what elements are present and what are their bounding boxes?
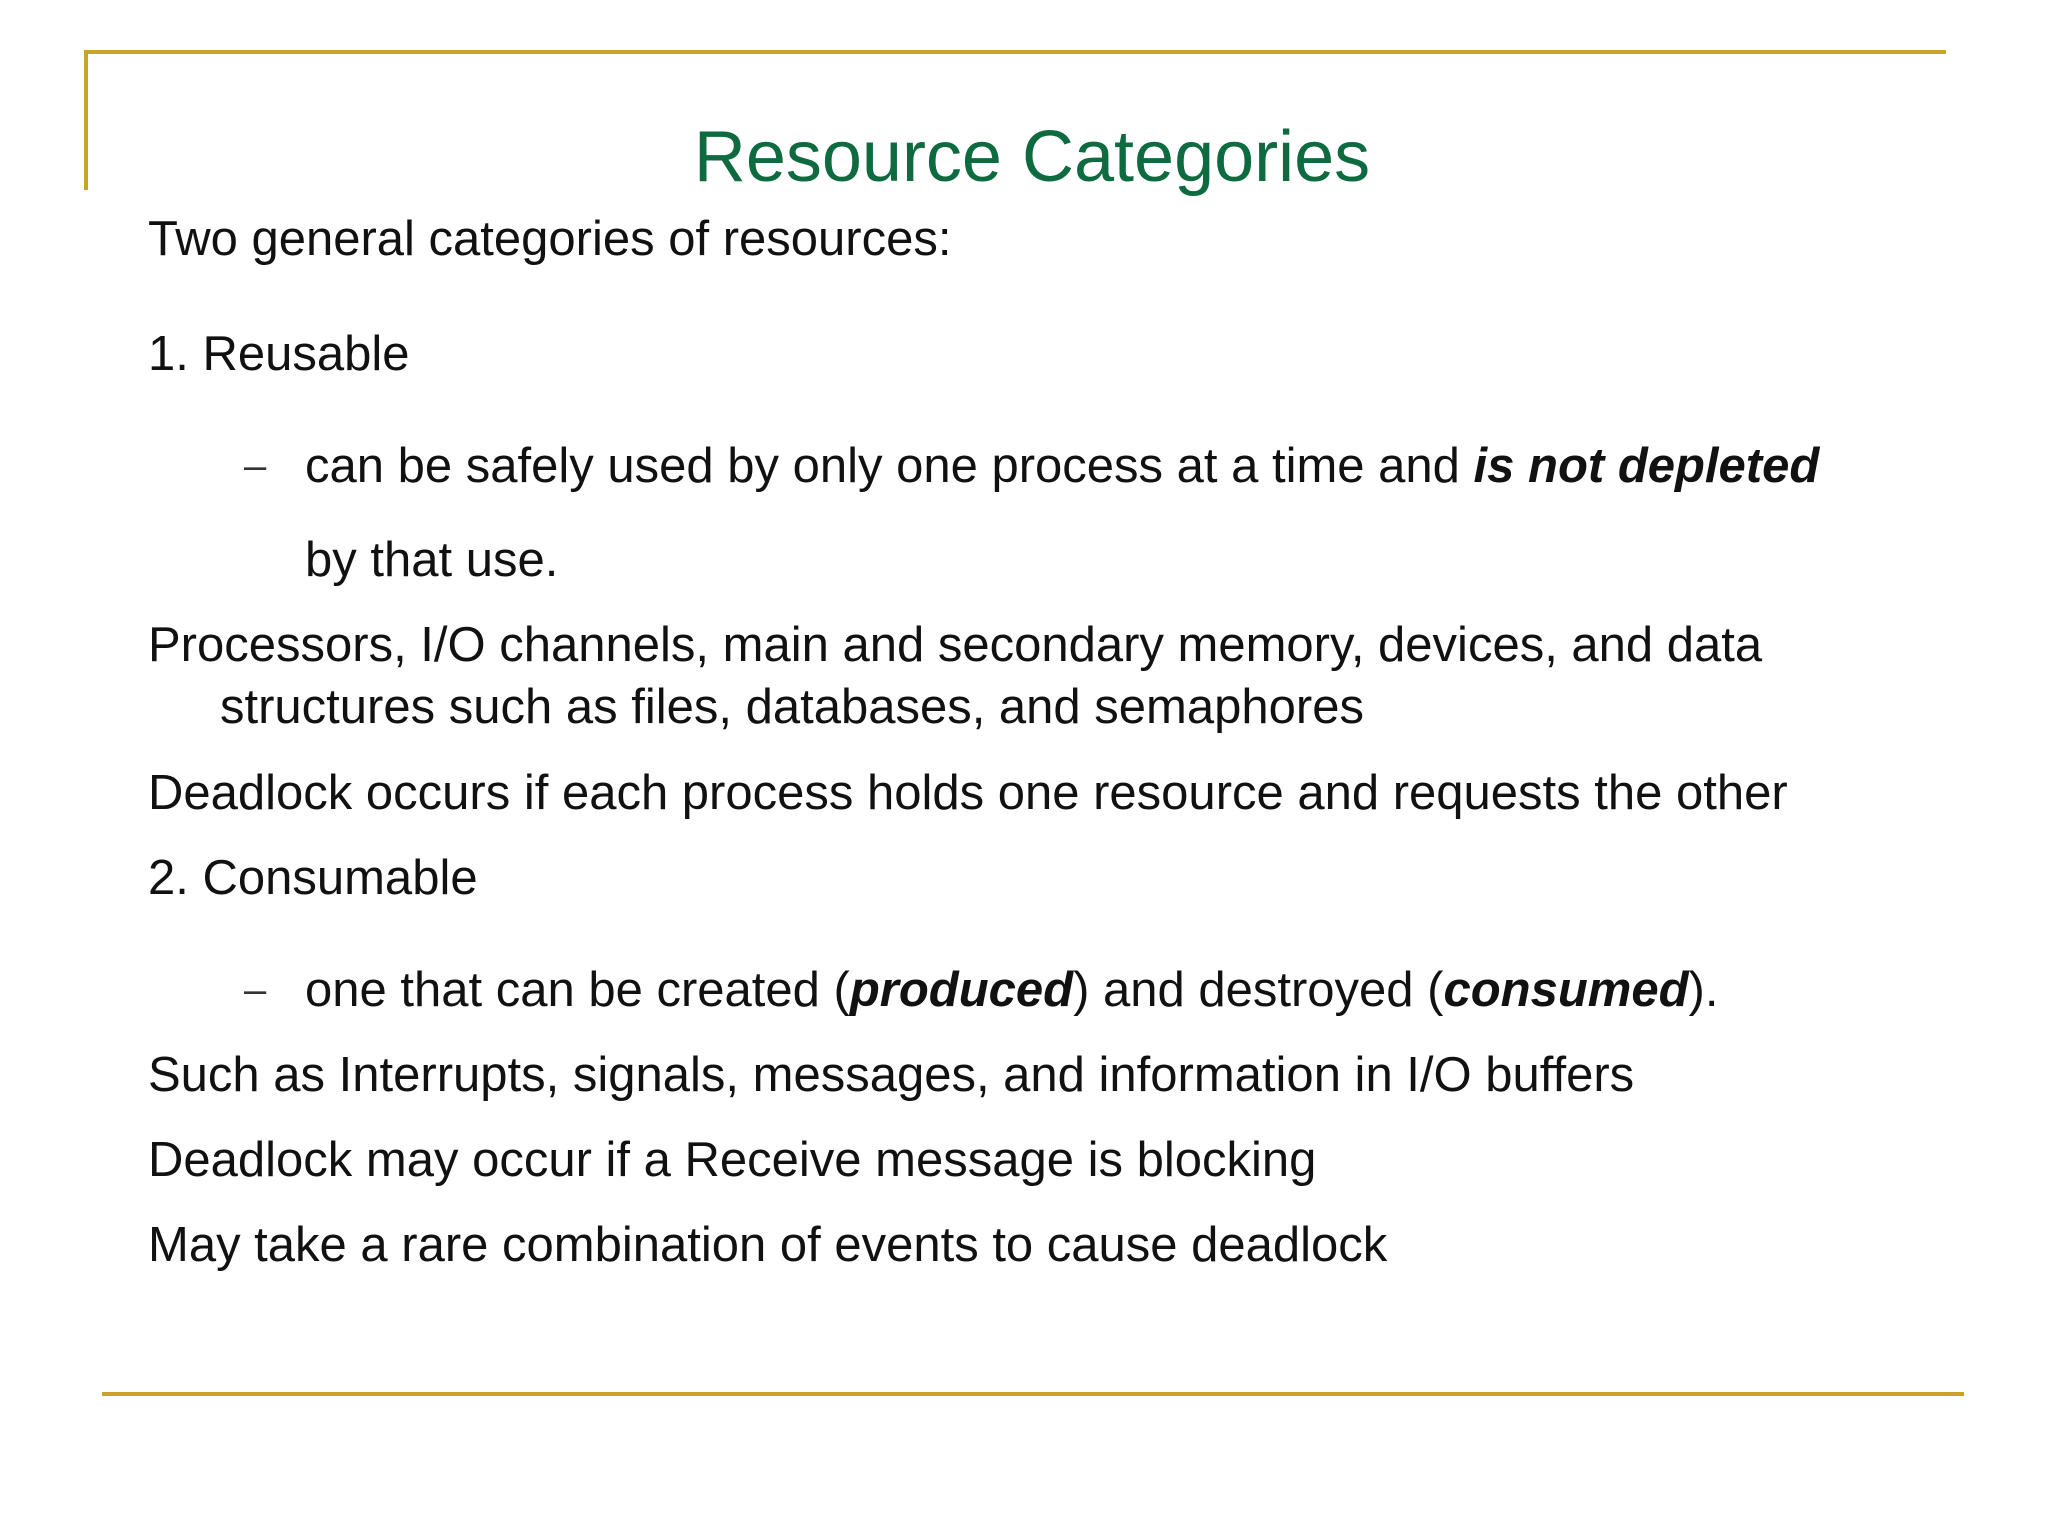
consumable-examples: Such as Interrupts, signals, messages, and information in I/O buffers [148, 1048, 1635, 1102]
consumable-definition-text3: ). [1688, 963, 1719, 1017]
reusable-definition-continued: by that use. [305, 533, 559, 587]
consumable-definition-emphasis-consumed: consumed [1443, 963, 1689, 1017]
consumable-rare-combination: May take a rare combination of events to cause deadlock [148, 1218, 1388, 1272]
frame-bottom-rule [102, 1392, 1964, 1396]
intro-text: Two general categories of resources: [148, 212, 952, 266]
reusable-deadlock: Deadlock occurs if each process holds one resource and requests the other [148, 766, 1788, 820]
consumable-definition-emphasis-produced: produced [849, 963, 1074, 1017]
consumable-heading: 2. Consumable [148, 851, 478, 905]
reusable-examples-line1: Processors, I/O channels, main and secondary memory, devices, and data [148, 618, 1763, 672]
slide-title: Resource Categories [693, 117, 1371, 197]
consumable-dash: – [244, 968, 267, 1012]
reusable-examples-line2: structures such as files, databases, and semaphores [220, 680, 1364, 734]
consumable-definition-text2: ) and destroyed ( [1073, 963, 1444, 1017]
consumable-definition-text1: one that can be created ( [305, 963, 850, 1017]
reusable-heading: 1. Reusable [148, 327, 410, 381]
consumable-deadlock: Deadlock may occur if a Receive message is blocking [148, 1133, 1317, 1187]
consumable-definition [305, 960, 1718, 1020]
reusable-definition [305, 436, 1819, 496]
frame-top-rule [84, 50, 1946, 54]
reusable-dash: – [244, 444, 267, 488]
reusable-definition-text: can be safely used by only one process at a time and [305, 439, 1474, 493]
reusable-definition-emphasis: is not depleted [1473, 439, 1820, 493]
